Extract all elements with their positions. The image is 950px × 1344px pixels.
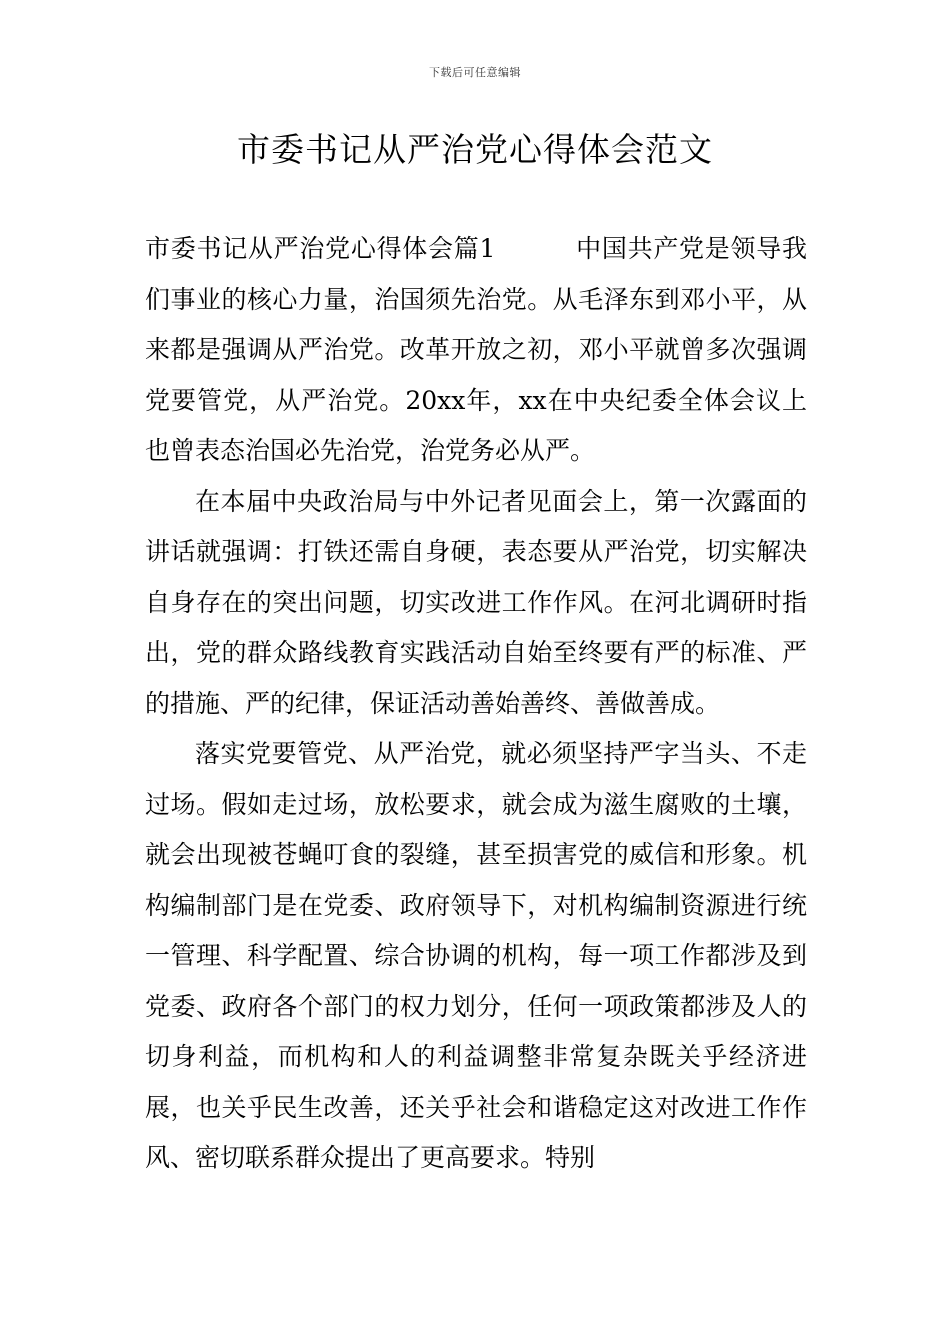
paragraph-1 [145,224,807,477]
section-label: 市委书记从严治党心得体会篇1 [145,234,496,263]
paragraph-3: 落实党要管党、从严治党，就必须坚持严字当头、不走过场。假如走过场，放松要求，就会成为滋生腐败的土壤，就会出现被苍蝇叮食的裂缝，甚至损害党的威信和形象。机构编制部门是在党委、政府领导下，对机构编制资源进行统一管理、科学配置、综合协调的机构，每一项工作都涉及到党委、政府各个部门的权力划分，任何一项政策都涉及人的切身利益，而机构和人的利益调整非常复杂既关乎经济进展，也关乎民生改善，还关乎社会和谐稳定这对改进工作作风、密切联系群众提出了更高要求。特别 [145,739,807,1172]
document-body [145,224,807,1184]
paragraph-2: 在本届中央政治局与中外记者见面会上，第一次露面的讲话就强调：打铁还需自身硬，表态要从严治党，切实解决自身存在的突出问题，切实改进工作作风。在河北调研时指出，党的群众路线教育实践活动自始至终要有严的标准、严的措施、严的纪律，保证活动善始善终、善做善成。 [145,486,807,718]
header-note: 下载后可任意编辑 [429,66,521,79]
document-title: 市委书记从严治党心得体会范文 [237,130,713,169]
paragraph-1-text: 中国共产党是领导我们事业的核心力量，治国须先治党。从毛泽东到邓小平，从来都是强调从严治党。改革开放之初，邓小平就曾多次强调党要管党，从严治党。20xx年，xx在中央纪委全体会议上也曾表态治国必先治党，治党务必从严。 [145,234,807,465]
